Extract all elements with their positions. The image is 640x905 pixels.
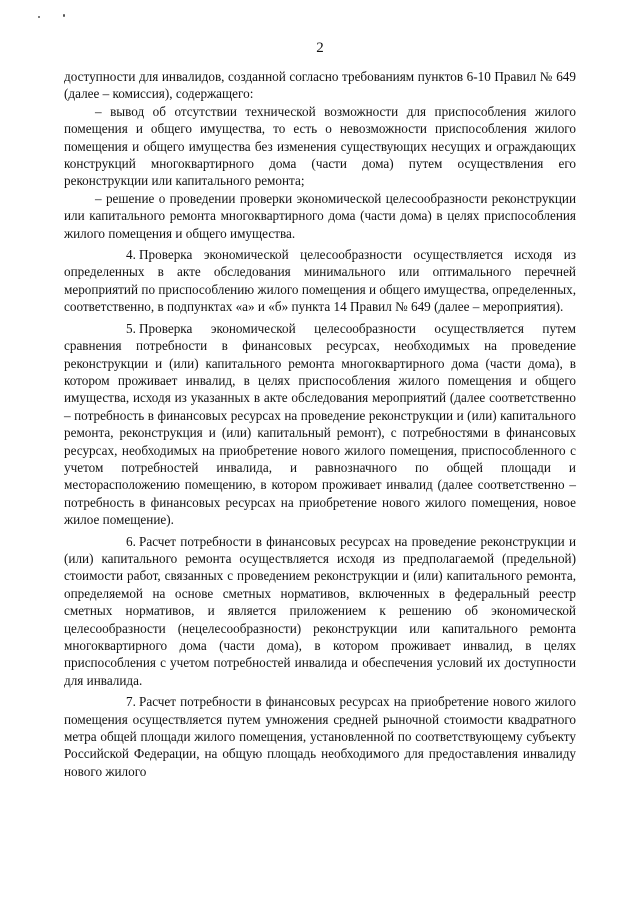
paragraph-text: Расчет потребности в финансовых ресурсах на проведение реконструкции и (или) капитального ремонта осуществляется исходя из предполагаемой (предельной) стоимости работ, связанных с проведением реконструкции и (или) капитального ремонта, определяемой на основе сметных нормативов, включенных в федеральный реестр сметных нормативов, и является приложением к решению об экономической целесообразности (нецелесообразности) реконструкции или капитального ремонта многоквартирного дома (части дома), в котором проживает инвалид, в целях приспособления с учетом потребностей инвалида и обеспечения условий их доступности для инвалида. xyxy=(64,533,576,688)
paragraph-number: 7. xyxy=(126,694,136,710)
paragraph-bullet-decision: – решение о проведении проверки экономической целесообразности реконструкции или капитального ремонта многоквартирного дома (части дома) в целях приспособления жилого помещения и общего имущества. xyxy=(64,190,576,241)
paragraph-item-7 xyxy=(64,693,576,780)
paragraph-item-6 xyxy=(64,533,576,690)
scan-speck xyxy=(38,16,40,18)
paragraph-text: Проверка экономической целесообразности осуществляется исходя из определенных в акте обследования минимального или оптимального перечней мероприятий по приспособлению жилого помещения и общего имущества, определенных, соответственно, в подпунктах «а» и «б» пункта 14 Правил № 649 (далее – мероприятия). xyxy=(64,247,576,315)
paragraph-item-4 xyxy=(64,246,576,316)
paragraph-text: Расчет потребности в финансовых ресурсах на приобретение нового жилого помещения осуществляется путем умножения средней рыночной стоимости квадратного метра общей площади жилого помещения, установленной по соответствующему субъекту Российской Федерации, на общую площадь необходимого для предоставления инвалиду нового жилого xyxy=(64,694,576,779)
document-body xyxy=(64,68,576,780)
paragraph-number: 5. xyxy=(126,320,136,336)
page-number: 2 xyxy=(316,40,324,56)
paragraph-number: 4. xyxy=(126,247,136,263)
paragraph-item-5 xyxy=(64,320,576,529)
scan-speck xyxy=(63,14,65,17)
paragraph-continuation: доступности для инвалидов, созданной согласно требованиям пунктов 6-10 Правил № 649 (далее – комиссия), содержащего: xyxy=(64,69,576,102)
paragraph-number: 6. xyxy=(126,533,136,549)
paragraph-text: Проверка экономической целесообразности осуществляется путем сравнения потребности в финансовых ресурсах, необходимых на проведение реконструкции и (или) капитального ремонта многоквартирного дома (части дома), в котором проживает инвалид, в целях приспособления жилого помещения и общего имущества, исходя из указанных в акте обследования мероприятий (далее соответственно – потребность в финансовых ресурсах на проведение реконструкции и (или) капитального ремонта, реконструкция и (или) капитальный ремонт), с потребностями в финансовых ресурсах, необходимых на приобретение нового жилого помещения, приспособленного с учетом потребностей инвалида, и равнозначного по общей площади и месторасположению помещению, в котором проживает инвалид (далее соответственно – потребность в финансовых ресурсах на приобретение нового жилого помещения, новое жилое помещение). xyxy=(64,320,576,528)
paragraph-bullet-conclusion: – вывод об отсутствии технической возможности для приспособления жилого помещения и общего имущества, то есть о невозможности приспособления жилого помещения и общего имущества без изменения существующих несущих и ограждающих конструкций многоквартирного дома (части дома) путем осуществления его реконструкции или капитального ремонта; xyxy=(64,103,576,189)
